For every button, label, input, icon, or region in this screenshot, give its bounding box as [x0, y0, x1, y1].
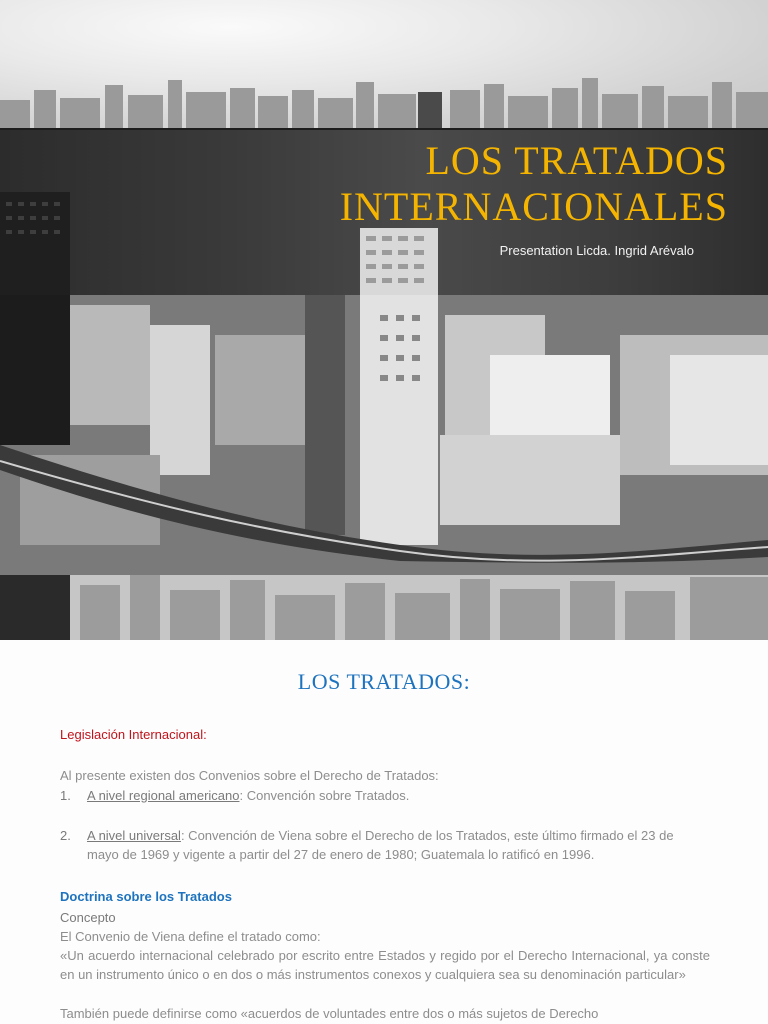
content-slide — [0, 640, 768, 1024]
list-item-2 — [60, 826, 720, 845]
list-number: 2. — [60, 828, 71, 843]
title-line-1: LOS TRATADOS — [425, 138, 728, 183]
presenter-subtitle: Presentation Licda. Ingrid Arévalo — [499, 243, 694, 258]
list-item-text: : Convención sobre Tratados. — [239, 788, 410, 803]
distant-skyline-image — [0, 60, 768, 135]
list-item-label: A nivel regional americano — [87, 788, 240, 803]
city-aerial-image — [0, 295, 768, 575]
definition-intro: El Convenio de Viena define el tratado como: — [60, 929, 321, 944]
definition-quote: «Un acuerdo internacional celebrado por escrito entre Estados y regido por el Derecho Internacional, ya conste en un instrumento único o en dos o más instrumentos conexos y cualquiera sea su denominación particular» — [60, 948, 710, 982]
bottom-city-strip-image — [0, 575, 768, 640]
section-heading: LOS TRATADOS: — [297, 669, 471, 694]
doctrina-heading: Doctrina sobre los Tratados — [60, 889, 232, 904]
definition-alt-prefix: También puede definirse como — [60, 1006, 241, 1021]
list-item-1 — [60, 786, 710, 805]
presentation-title — [288, 138, 728, 230]
list-item-2-continued: mayo de 1969 y vigente a partir del 27 de enero de 1980; Guatemala lo ratificó en 1996. — [87, 847, 595, 862]
list-number: 1. — [60, 788, 71, 803]
legislacion-label: Legislación Internacional: — [60, 727, 207, 742]
definition-alt-quote: «acuerdos de voluntades entre dos o más sujetos de Derecho — [240, 1006, 599, 1021]
list-item-text: : Convención de Viena sobre el Derecho de los Tratados, este último firmado el 23 de — [180, 828, 674, 843]
list-item-label: A nivel universal — [87, 828, 181, 843]
definition-alt — [60, 1004, 710, 1023]
intro-text: Al presente existen dos Convenios sobre el Derecho de Tratados: — [60, 768, 439, 783]
title-line-2: INTERNACIONALES — [339, 184, 728, 229]
concepto-label: Concepto — [60, 910, 116, 925]
